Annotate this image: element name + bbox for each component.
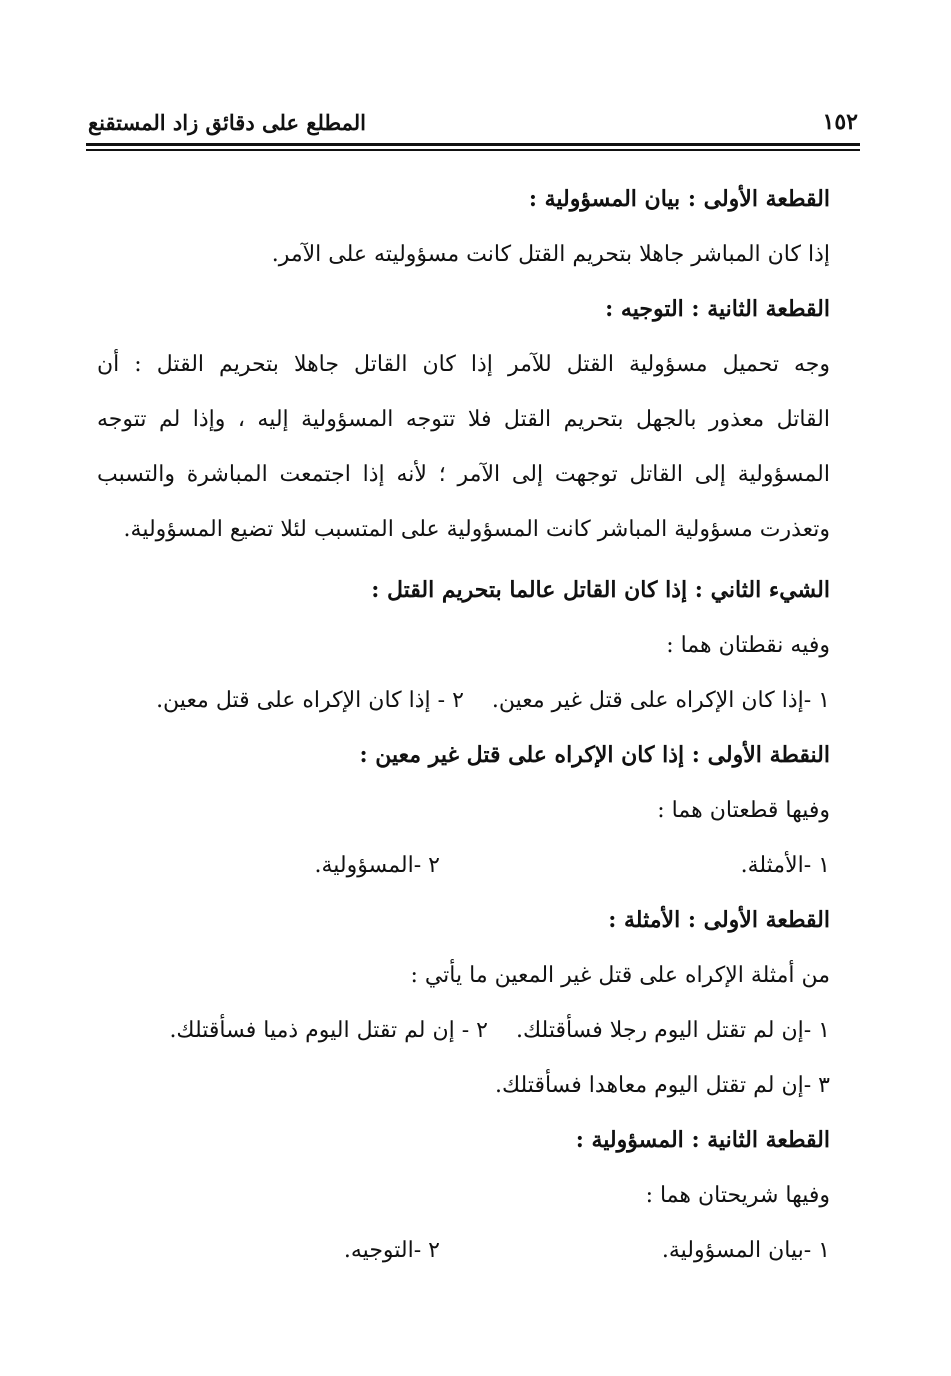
section-heading: القطعة الثانية : التوجيه : [605, 296, 830, 322]
list-item: ٢ -التوجيه. [343, 1238, 440, 1263]
list-item: ١ -بيان المسؤولية. [661, 1238, 830, 1263]
running-title: المطلع على دقائق زاد المستقنع [88, 109, 367, 135]
paragraph-line: القاتل معذور بالجهل بتحريم القتل فلا تتوجه المسؤولية إليه ، وإذا لم تتوجه [97, 407, 830, 432]
paragraph-line: إذا كان المباشر جاهلا بتحريم القتل كانت مسؤوليته على الآمر. [271, 242, 830, 267]
paragraph-line: المسؤولية إلى القاتل توجهت إلى الآمر ؛ لأنه إذا اجتمعت المباشرة والتسبب [97, 462, 830, 487]
header-rule-thin [86, 149, 860, 151]
list-item: ٢ - إن لم تقتل اليوم ذميا فسأقتلك. [169, 1018, 488, 1043]
list-item: ١ -الأمثلة. [740, 853, 830, 878]
paragraph-line: وفيه نقطتان هما : [666, 633, 830, 658]
section-heading: النقطة الأولى : إذا كان الإكراه على قتل غير معين : [359, 742, 830, 768]
section-heading: القطعة الأولى : الأمثلة : [608, 907, 830, 933]
list-line [97, 1223, 830, 1278]
list-line [97, 673, 830, 728]
list-line [97, 1003, 830, 1058]
section-heading: الشيء الثاني : إذا كان القاتل عالما بتحريم القتل : [371, 577, 830, 603]
list-item: ١ -إذا كان الإكراه على قتل غير معين. [491, 688, 830, 713]
list-item: ٢ - إذا كان الإكراه على قتل معين. [156, 688, 464, 713]
page-number: ١٥٢ [822, 109, 858, 135]
page-header [88, 104, 858, 140]
paragraph-line: وفيها قطعتان هما : [657, 798, 830, 823]
paragraph-line: وجه تحميل مسؤولية القتل للآمر إذا كان القاتل جاهلا بتحريم القتل : أن [97, 352, 830, 377]
paragraph-line: من أمثلة الإكراه على قتل غير المعين ما يأتي : [410, 963, 830, 988]
list-item: ١ -إن لم تقتل اليوم رجلا فسأقتلك. [516, 1018, 830, 1043]
header-rule-thick [86, 143, 860, 146]
paragraph-line: وفيها شريحتان هما : [645, 1183, 830, 1208]
list-item: ٢ -المسؤولية. [314, 853, 440, 878]
section-heading: القطعة الأولى : بيان المسؤولية : [528, 186, 830, 212]
body-text [97, 172, 830, 1278]
section-heading: القطعة الثانية : المسؤولية : [575, 1127, 830, 1153]
list-line [97, 838, 830, 893]
paragraph-line: وتعذرت مسؤولية المباشر كانت المسؤولية على المتسبب لئلا تضيع المسؤولية. [123, 517, 830, 542]
list-item: ٣ -إن لم تقتل اليوم معاهدا فسأقتلك. [494, 1073, 830, 1098]
